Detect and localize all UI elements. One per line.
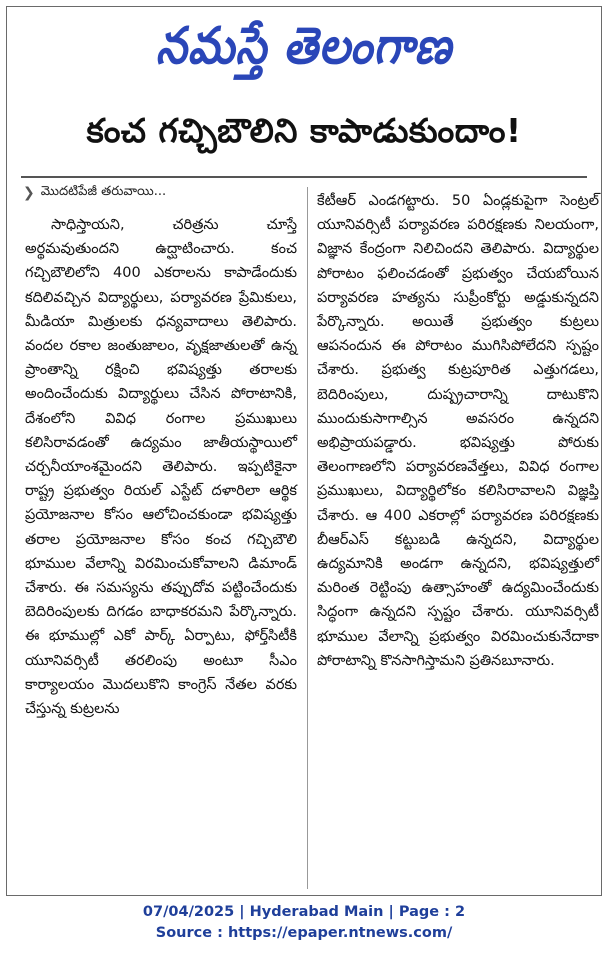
- article-left-column: సాధిస్తాయని, చరిత్రను చూస్తే అర్థమవుతుందని ఉద్ఘాటించారు. కంచ గచ్చిబౌలిలోని 400 ఎకరాలను కాపాడేందుకు కదిలివచ్చిన విద్యార్థులు, పర్యావరణ ప్రేమికులు, మీడియా మిత్రులకు ధన్యవాదాలు తెలిపారు. వందల రకాల జంతుజాలం, వృక్షజాతులతో ఉన్న ప్రాంతాన్ని రక్షించి భవిష్యత్తు తరాలకు అందించేందుకు విద్యార్థులు చేసిన పోరాటానికి, దేశంలోని వివిధ రంగాల ప్రముఖులు కలిసిరావడంతో ఉద్యమం జాతీయస్థాయిలో చర్చనీయాంశమైందని తెలిపారు. ఇప్పటికైనా రాష్ట్ర ప్రభుత్వం రియల్ ఎస్టేట్ దళారిలా ఆర్థిక ప్రయోజనాల కోసం ఆలోచించకుండా భవిష్యత్తు తరాల ప్రయోజనాల కోసం కంచ గచ్చిబౌలి భూముల వేలాన్ని విరమించుకోవాలని డిమాండ్ చేశారు. ఈ సమస్యను తప్పుదోవ పట్టించేందుకు బెదిరింపులకు దిగడం బాధాకరమని పేర్కొన్నారు. ఈ భూముల్లో ఎకో పార్క్ ఏర్పాటు, ఫోర్త్‌సిటీకి యూనివర్సిటీ తరలింపు అంటూ సీఎం కార్యాలయం మొదలుకొని కాంగ్రెస్ నేతల వరకు చేస్తున్న కుట్రలను: [25, 217, 297, 718]
- continuation-label: మొదటిపేజీ తరువాయి...: [40, 184, 167, 199]
- chevron-right-icon: ❯: [23, 185, 35, 201]
- continuation-marker: [23, 184, 166, 202]
- masthead: [7, 11, 601, 85]
- headline-divider: [21, 176, 587, 178]
- masthead-logo: నమస్తే తెలంగాణ: [155, 17, 453, 76]
- column-divider: [307, 187, 308, 889]
- source-link[interactable]: Source : https://epaper.ntnews.com/: [155, 925, 453, 941]
- edition-info: 07/04/2025 | Hyderabad Main | Page : 2: [142, 904, 466, 920]
- clipping-frame: [6, 6, 602, 896]
- article-right-column: కేటీఆర్ ఎండగట్టారు. 50 ఏండ్లకుపైగా సెంట్రల్ యూనివర్సిటీ పర్యావరణ పరిరక్షణకు నిలయంగా, విజ్ఞాన కేంద్రంగా నిలిచిందని తెలిపారు. విద్యార్థుల పోరాటం ఫలించడంతో ప్రభుత్వం చేయబోయిన పర్యావరణ హత్యను సుప్రీంకోర్టు అడ్డుకున్నదని పేర్కొన్నారు. అయితే ప్రభుత్వం కుట్రలు ఆపనందున ఈ పోరాటం ముగిసిపోలేదని స్పష్టం చేశారు. ప్రభుత్వ కుట్రపూరిత ఎత్తుగడలు, బెదిరింపులు, దుష్ప్రచారాన్ని దాటుకొని ముందుకుసాగాల్సిన అవసరం ఉన్నదని అభిప్రాయపడ్డారు. భవిష్యత్తు పోరుకు తెలంగాణలోని పర్యావరణవేత్తలు, వివిధ రంగాల ప్రముఖులు, విద్యార్థిలోకం కలిసిరావాలని విజ్ఞప్తి చేశారు. ఆ 400 ఎకరాల్లో పర్యావరణ పరిరక్షణకు బీఆర్ఎస్ కట్టుబడి ఉన్నదని, విద్యార్థుల ఉద్యమానికి అండగా ఉన్నదని, భవిష్యత్తులో మరింత రెట్టింపు ఉత్సాహంతో ఉద్యమించేందుకు సిద్ధంగా ఉన్నదని స్పష్టం చేశారు. యూనివర్సిటీ భూముల వేలాన్ని ప్రభుత్వం విరమించుకునేదాకా పోరాటాన్ని కొనసాగిస్తామని ప్రతినబూనారు.: [317, 193, 599, 669]
- headline: కంచ గచ్చిబౌలిని కాపాడుకుందాం!: [86, 111, 522, 150]
